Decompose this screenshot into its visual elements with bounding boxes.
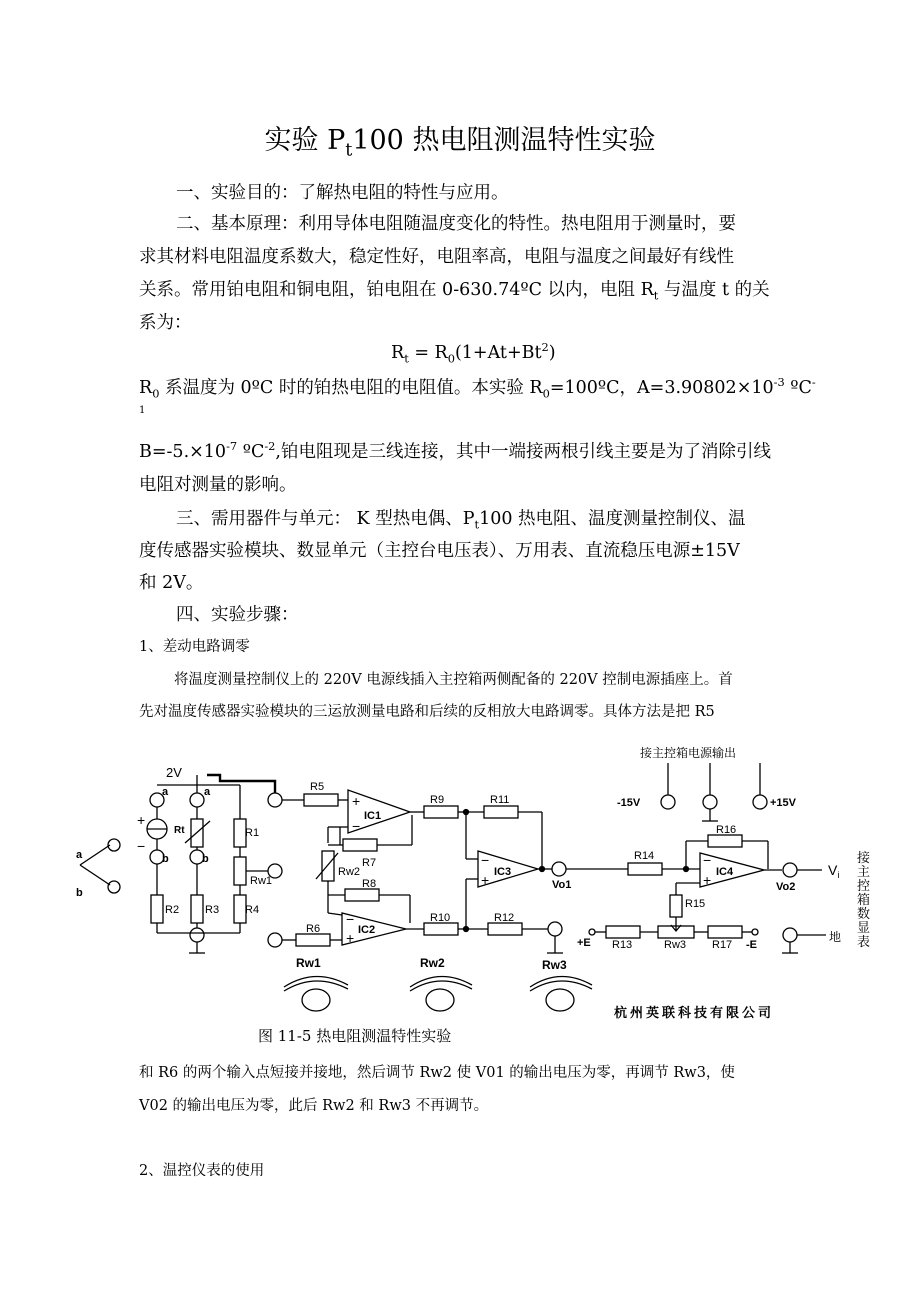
label-pos-e: +E bbox=[577, 937, 591, 949]
label-r10: R10 bbox=[430, 912, 451, 924]
b-line-1: $B=-5.\times 10^{-7}$ ºC$^{-2}$,铂电阻现是三线连接，其中一端接两根引线主要是为了消除引线 bbox=[139, 439, 771, 462]
label-rt: Rt bbox=[174, 825, 185, 836]
purpose-paragraph: 一、实验目的：了解热电阻的特性与应用。 bbox=[176, 183, 509, 203]
company-name: 杭州英联科技有限公司 bbox=[614, 1005, 775, 1020]
principle-line-3: 关系。常用铂电阻和铜电阻，铂电阻在 0-630.74ºC 以内，电阻 $R_t$ 与温度 t 的关 bbox=[139, 280, 770, 303]
label-neg15: -15V bbox=[617, 797, 641, 809]
after-line-2: V02 的输出电压为零，此后 Rw2 和 Rw3 不再调节。 bbox=[139, 1098, 489, 1114]
ic2-minus: − bbox=[346, 911, 355, 927]
label-power-output: 接主控箱电源输出 bbox=[640, 746, 737, 760]
equip-line-1: 三、需用器件与单元： K 型热电偶、$P_t100$ 热电阻、温度测量控制仪、温 bbox=[176, 509, 746, 532]
label-r11: R11 bbox=[490, 794, 510, 806]
label-r4: R4 bbox=[245, 904, 260, 916]
equip-line-2: 度传感器实验模块、数显单元（主控台电压表）、万用表、直流稳压电源±15V bbox=[139, 541, 740, 561]
label-r15: R15 bbox=[685, 898, 706, 910]
step1-line-2: 先对温度传感器实验模块的三运放测量电路和后续的反相放大电路调零。具体方法是把 R5 bbox=[139, 704, 715, 720]
circuit-diagram bbox=[0, 735, 920, 1055]
label-r6: R6 bbox=[306, 923, 321, 935]
label-b-tc: b bbox=[76, 887, 83, 899]
principle-line-4: 系为： bbox=[139, 313, 192, 333]
knob-label-rw2: Rw2 bbox=[420, 956, 445, 970]
label-b-left: b bbox=[162, 853, 169, 865]
r0-wrap: 1 bbox=[139, 405, 146, 416]
ic3-minus: − bbox=[481, 852, 490, 868]
ic3-plus: + bbox=[481, 872, 490, 888]
step1-line-1: 将温度测量控制仪上的 220V 电源线插入主控箱两侧配备的 220V 控制电源插座上。首 bbox=[174, 672, 733, 688]
source-minus: − bbox=[137, 838, 146, 854]
figure-caption: 图 11-5 热电阻测温特性实验 bbox=[258, 1027, 452, 1045]
label-vo2: Vo2 bbox=[776, 881, 796, 893]
page-title: 实验 $P_t100$ 热电阻测温特性实验 bbox=[264, 125, 656, 161]
label-rw2: Rw2 bbox=[338, 866, 361, 878]
label-2v: 2V bbox=[166, 765, 182, 780]
knob-label-rw3: Rw3 bbox=[542, 958, 567, 972]
label-ic4: IC4 bbox=[716, 866, 734, 878]
label-r16: R16 bbox=[716, 824, 737, 836]
ic2-plus: + bbox=[346, 930, 355, 946]
label-r9: R9 bbox=[430, 794, 445, 806]
label-neg-e: -E bbox=[746, 939, 757, 951]
knob-label-rw1: Rw1 bbox=[296, 956, 321, 970]
label-a-tc: a bbox=[76, 849, 83, 861]
label-a-left: a bbox=[162, 786, 169, 798]
step1-title: 1、差动电路调零 bbox=[139, 639, 250, 655]
label-ic1: IC1 bbox=[364, 810, 382, 822]
source-plus: + bbox=[137, 812, 146, 828]
label-vi: $V_i$ bbox=[828, 862, 840, 880]
display-label-vertical: 接主控箱数显表 bbox=[857, 851, 871, 950]
label-ground: 地 bbox=[829, 930, 842, 944]
label-r1: R1 bbox=[245, 827, 260, 839]
label-r13: R13 bbox=[612, 939, 633, 951]
label-ic3: IC3 bbox=[494, 866, 512, 878]
formula: $R_t = R_0(1+At+Bt^2)$ bbox=[391, 340, 556, 366]
ic4-plus: + bbox=[703, 872, 712, 888]
label-r8: R8 bbox=[362, 878, 377, 890]
label-b-right: b bbox=[202, 853, 209, 865]
label-r5: R5 bbox=[310, 781, 325, 793]
ic4-minus: − bbox=[703, 852, 712, 868]
step2-title: 2、温控仪表的使用 bbox=[139, 1163, 265, 1179]
label-r12: R12 bbox=[494, 912, 515, 924]
ic1-plus: + bbox=[352, 793, 361, 809]
label-r2: R2 bbox=[165, 904, 180, 916]
principle-line-1: 二、基本原理：利用导体电阻随温度变化的特性。热电阻用于测量时，要 bbox=[176, 214, 736, 234]
equip-line-3: 和 2V。 bbox=[139, 573, 204, 593]
label-r17: R17 bbox=[712, 939, 733, 951]
label-vo1: Vo1 bbox=[552, 879, 572, 891]
label-r3: R3 bbox=[205, 904, 220, 916]
label-r14: R14 bbox=[634, 850, 655, 862]
steps-heading: 四、实验步骤： bbox=[176, 605, 299, 625]
label-rw3: Rw3 bbox=[664, 939, 687, 951]
label-pos15: +15V bbox=[770, 797, 796, 809]
after-line-1: 和 R6 的两个输入点短接并接地，然后调节 Rw2 使 V01 的输出电压为零，再调节 Rw3，使 bbox=[139, 1065, 735, 1081]
label-ic2: IC2 bbox=[358, 924, 376, 936]
b-line-2: 电阻对测量的影响。 bbox=[139, 475, 297, 495]
label-rw1: Rw1 bbox=[250, 875, 273, 887]
label-a-right: a bbox=[204, 786, 211, 798]
label-r7: R7 bbox=[362, 857, 377, 869]
ic1-minus: − bbox=[352, 818, 361, 834]
r0-line: $R_0$ 系温度为 0ºC 时的铂热电阻的电阻值。本实验 $R_0=100ºC$，$A=3.90802\times 10^{-3}$ ºC- bbox=[139, 375, 816, 401]
principle-line-2: 求其材料电阻温度系数大，稳定性好，电阻率高，电阻与温度之间最好有线性 bbox=[139, 247, 734, 267]
